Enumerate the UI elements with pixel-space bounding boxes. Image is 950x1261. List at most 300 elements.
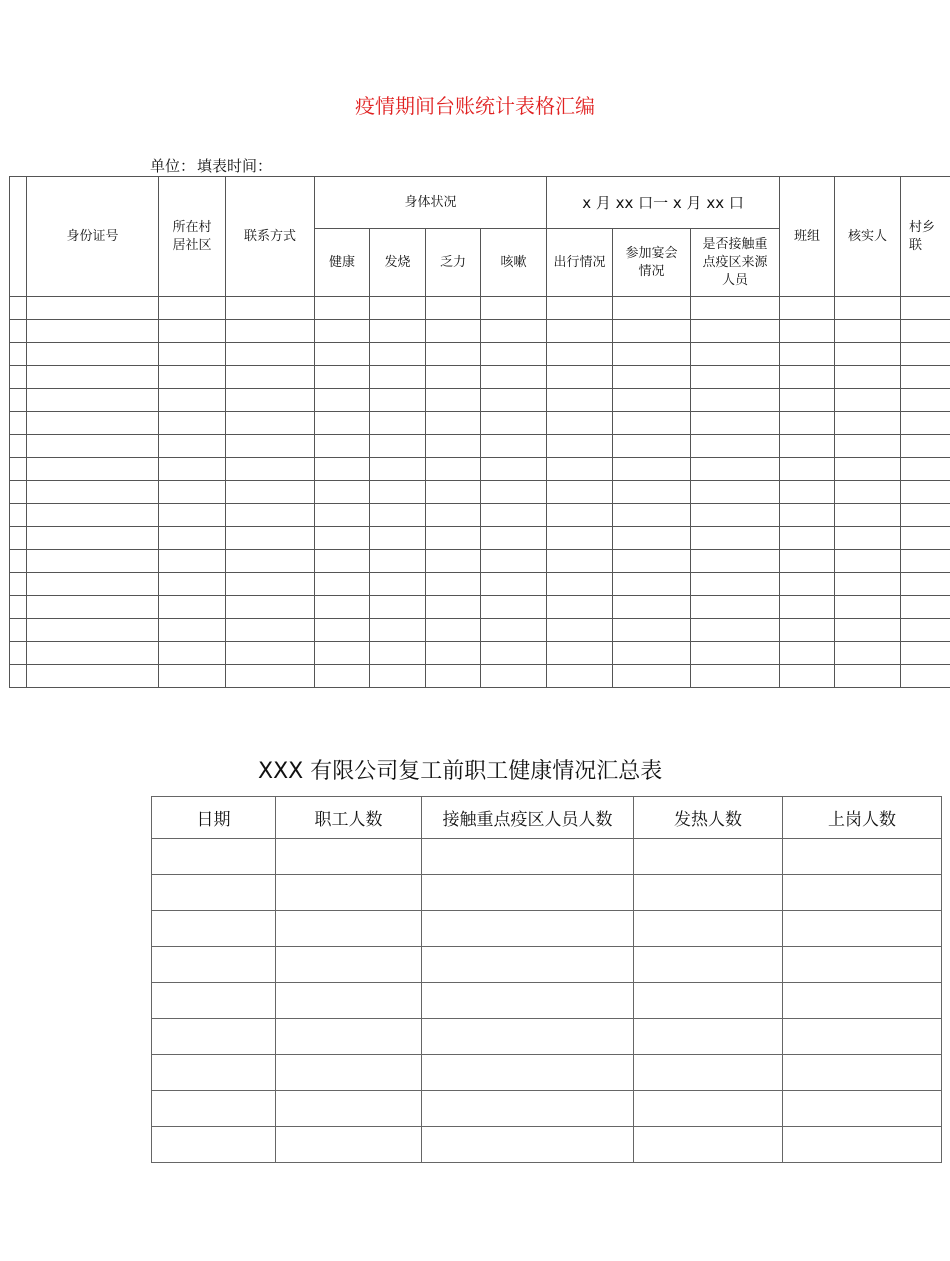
ledger-cell[interactable] [481, 366, 547, 389]
ledger-cell[interactable] [315, 550, 370, 573]
ledger-cell[interactable] [370, 619, 426, 642]
header-id-number: 身份证号 [27, 177, 159, 297]
ledger-cell[interactable] [481, 527, 547, 550]
ledger-cell[interactable] [159, 458, 226, 481]
ledger-cell[interactable] [481, 412, 547, 435]
ledger-cell[interactable] [780, 596, 835, 619]
ledger-cell[interactable] [370, 527, 426, 550]
ledger-cell[interactable] [780, 412, 835, 435]
ledger-cell[interactable] [159, 366, 226, 389]
ledger-cell[interactable] [27, 642, 159, 665]
ledger-cell[interactable] [547, 297, 613, 320]
summary-cell[interactable] [152, 947, 276, 983]
ledger-cell[interactable] [10, 366, 27, 389]
ledger-cell[interactable] [426, 481, 481, 504]
ledger-cell[interactable] [10, 573, 27, 596]
summary-cell[interactable] [783, 875, 942, 911]
ledger-cell[interactable] [547, 481, 613, 504]
ledger-cell[interactable] [226, 573, 315, 596]
ledger-cell[interactable] [370, 665, 426, 688]
ledger-cell[interactable] [547, 642, 613, 665]
ledger-cell[interactable] [315, 573, 370, 596]
ledger-cell[interactable] [481, 573, 547, 596]
ledger-cell[interactable] [691, 297, 780, 320]
ledger-cell[interactable] [691, 458, 780, 481]
ledger-cell[interactable] [835, 573, 901, 596]
ledger-cell[interactable] [27, 527, 159, 550]
ledger-cell[interactable] [613, 366, 691, 389]
ledger-cell[interactable] [315, 297, 370, 320]
ledger-cell[interactable] [27, 504, 159, 527]
header-verifier: 核实人 [835, 177, 901, 297]
ledger-cell[interactable] [691, 550, 780, 573]
ledger-cell[interactable] [426, 573, 481, 596]
summary-cell[interactable] [634, 1127, 783, 1163]
ledger-cell[interactable] [27, 389, 159, 412]
ledger-cell[interactable] [27, 458, 159, 481]
ledger-cell[interactable] [901, 573, 950, 596]
ledger-cell[interactable] [547, 343, 613, 366]
ledger-cell[interactable] [901, 366, 950, 389]
ledger-cell[interactable] [613, 343, 691, 366]
ledger-cell[interactable] [481, 297, 547, 320]
ledger-cell[interactable] [159, 504, 226, 527]
ledger-cell[interactable] [547, 458, 613, 481]
ledger-cell[interactable] [835, 343, 901, 366]
header-fatigue: 乏力 [426, 229, 481, 297]
ledger-cell[interactable] [613, 297, 691, 320]
summary-cell[interactable] [276, 1127, 422, 1163]
ledger-cell[interactable] [613, 665, 691, 688]
ledger-cell[interactable] [27, 297, 159, 320]
ledger-cell[interactable] [10, 412, 27, 435]
header-date-range-group: x 月 xx 口一 x 月 xx 口 [547, 177, 780, 229]
ledger-cell[interactable] [613, 642, 691, 665]
ledger-cell[interactable] [835, 320, 901, 343]
ledger-cell[interactable] [10, 435, 27, 458]
summary-cell[interactable] [152, 1091, 276, 1127]
ledger-cell[interactable] [315, 619, 370, 642]
ledger-cell[interactable] [481, 619, 547, 642]
ledger-cell[interactable] [10, 550, 27, 573]
ledger-cell[interactable] [547, 573, 613, 596]
ledger-cell[interactable] [547, 435, 613, 458]
summary-cell[interactable] [634, 1091, 783, 1127]
ledger-cell[interactable] [226, 458, 315, 481]
ledger-cell[interactable] [691, 596, 780, 619]
ledger-cell[interactable] [547, 596, 613, 619]
ledger-cell[interactable] [159, 343, 226, 366]
ledger-cell[interactable] [315, 389, 370, 412]
ledger-cell[interactable] [901, 343, 950, 366]
summary-cell[interactable] [152, 1055, 276, 1091]
summary-row [152, 839, 942, 875]
ledger-cell[interactable] [27, 320, 159, 343]
ledger-cell[interactable] [835, 527, 901, 550]
ledger-cell[interactable] [426, 642, 481, 665]
ledger-cell[interactable] [426, 596, 481, 619]
ledger-cell[interactable] [547, 550, 613, 573]
ledger-cell[interactable] [835, 642, 901, 665]
summary-cell[interactable] [783, 983, 942, 1019]
ledger-cell[interactable] [780, 504, 835, 527]
ledger-cell[interactable] [370, 343, 426, 366]
ledger-cell[interactable] [10, 527, 27, 550]
ledger-cell[interactable] [835, 412, 901, 435]
ledger-cell[interactable] [547, 527, 613, 550]
ledger-cell[interactable] [315, 458, 370, 481]
ledger-cell[interactable] [481, 550, 547, 573]
ledger-cell[interactable] [780, 389, 835, 412]
ledger-cell[interactable] [370, 550, 426, 573]
header-banquet: 参加宴会 情况 [613, 229, 691, 297]
ledger-cell[interactable] [691, 573, 780, 596]
ledger-cell[interactable] [426, 297, 481, 320]
summary-cell[interactable] [276, 839, 422, 875]
ledger-cell[interactable] [10, 320, 27, 343]
ledger-cell[interactable] [835, 481, 901, 504]
summary-cell[interactable] [422, 1091, 634, 1127]
ledger-cell[interactable] [370, 458, 426, 481]
summary-cell[interactable] [152, 1127, 276, 1163]
ledger-cell[interactable] [691, 619, 780, 642]
ledger-cell[interactable] [613, 458, 691, 481]
summary-header-fever-count: 发热人数 [634, 797, 783, 839]
ledger-cell[interactable] [835, 366, 901, 389]
ledger-cell[interactable] [226, 619, 315, 642]
ledger-cell[interactable] [901, 458, 950, 481]
ledger-cell[interactable] [835, 458, 901, 481]
ledger-cell[interactable] [780, 343, 835, 366]
ledger-cell[interactable] [547, 412, 613, 435]
ledger-cell[interactable] [315, 504, 370, 527]
summary-cell[interactable] [422, 1055, 634, 1091]
summary-cell[interactable] [783, 947, 942, 983]
ledger-cell[interactable] [159, 596, 226, 619]
ledger-cell[interactable] [901, 481, 950, 504]
ledger-cell[interactable] [226, 527, 315, 550]
ledger-cell[interactable] [10, 343, 27, 366]
ledger-cell[interactable] [780, 297, 835, 320]
ledger-cell[interactable] [27, 481, 159, 504]
ledger-cell[interactable] [426, 527, 481, 550]
summary-cell[interactable] [152, 911, 276, 947]
ledger-cell[interactable] [780, 550, 835, 573]
ledger-cell[interactable] [226, 297, 315, 320]
ledger-cell[interactable] [315, 665, 370, 688]
ledger-cell[interactable] [10, 458, 27, 481]
ledger-cell[interactable] [370, 435, 426, 458]
ledger-cell[interactable] [691, 389, 780, 412]
ledger-cell[interactable] [10, 665, 27, 688]
summary-cell[interactable] [276, 1019, 422, 1055]
ledger-cell[interactable] [426, 320, 481, 343]
ledger-cell[interactable] [27, 366, 159, 389]
ledger-cell[interactable] [613, 619, 691, 642]
ledger-cell[interactable] [547, 389, 613, 412]
ledger-cell[interactable] [780, 665, 835, 688]
ledger-cell[interactable] [27, 550, 159, 573]
ledger-cell[interactable] [901, 550, 950, 573]
ledger-cell[interactable] [226, 320, 315, 343]
ledger-cell[interactable] [901, 504, 950, 527]
ledger-cell[interactable] [159, 619, 226, 642]
ledger-cell[interactable] [226, 665, 315, 688]
ledger-cell[interactable] [159, 642, 226, 665]
ledger-cell[interactable] [835, 550, 901, 573]
ledger-cell[interactable] [226, 481, 315, 504]
summary-cell[interactable] [276, 1055, 422, 1091]
ledger-cell[interactable] [426, 366, 481, 389]
ledger-row [10, 412, 950, 435]
ledger-row [10, 481, 950, 504]
ledger-cell[interactable] [547, 665, 613, 688]
summary-cell[interactable] [783, 1019, 942, 1055]
ledger-cell[interactable] [27, 665, 159, 688]
ledger-cell[interactable] [547, 619, 613, 642]
summary-cell[interactable] [422, 1019, 634, 1055]
ledger-cell[interactable] [159, 550, 226, 573]
ledger-cell[interactable] [481, 458, 547, 481]
ledger-cell[interactable] [426, 550, 481, 573]
ledger-cell[interactable] [315, 435, 370, 458]
summary-cell[interactable] [152, 875, 276, 911]
ledger-cell[interactable] [691, 412, 780, 435]
ledger-row [10, 550, 950, 573]
ledger-cell[interactable] [691, 481, 780, 504]
ledger-cell[interactable] [481, 504, 547, 527]
ledger-cell[interactable] [370, 596, 426, 619]
ledger-cell[interactable] [159, 481, 226, 504]
ledger-cell[interactable] [691, 366, 780, 389]
ledger-cell[interactable] [27, 596, 159, 619]
ledger-cell[interactable] [10, 504, 27, 527]
ledger-cell[interactable] [370, 366, 426, 389]
summary-cell[interactable] [634, 983, 783, 1019]
ledger-cell[interactable] [613, 435, 691, 458]
summary-cell[interactable] [276, 947, 422, 983]
ledger-cell[interactable] [315, 642, 370, 665]
ledger-cell[interactable] [426, 619, 481, 642]
ledger-cell[interactable] [226, 596, 315, 619]
ledger-cell[interactable] [315, 366, 370, 389]
ledger-cell[interactable] [315, 343, 370, 366]
ledger-cell[interactable] [547, 504, 613, 527]
ledger-cell[interactable] [426, 665, 481, 688]
ledger-cell[interactable] [835, 619, 901, 642]
summary-cell[interactable] [276, 875, 422, 911]
ledger-cell[interactable] [835, 389, 901, 412]
ledger-cell[interactable] [691, 435, 780, 458]
ledger-cell[interactable] [691, 343, 780, 366]
ledger-cell[interactable] [426, 343, 481, 366]
ledger-cell[interactable] [901, 619, 950, 642]
ledger-cell[interactable] [481, 642, 547, 665]
summary-cell[interactable] [422, 911, 634, 947]
ledger-cell[interactable] [27, 435, 159, 458]
ledger-cell[interactable] [613, 573, 691, 596]
ledger-cell[interactable] [10, 642, 27, 665]
ledger-cell[interactable] [481, 343, 547, 366]
ledger-cell[interactable] [10, 481, 27, 504]
ledger-cell[interactable] [547, 320, 613, 343]
ledger-cell[interactable] [159, 435, 226, 458]
summary-cell[interactable] [422, 947, 634, 983]
ledger-cell[interactable] [613, 504, 691, 527]
ledger-cell[interactable] [780, 481, 835, 504]
ledger-cell[interactable] [159, 527, 226, 550]
ledger-cell[interactable] [370, 642, 426, 665]
ledger-cell[interactable] [780, 527, 835, 550]
ledger-cell[interactable] [370, 573, 426, 596]
ledger-cell[interactable] [780, 435, 835, 458]
ledger-cell[interactable] [226, 389, 315, 412]
ledger-cell[interactable] [27, 573, 159, 596]
ledger-cell[interactable] [613, 389, 691, 412]
summary-cell[interactable] [422, 875, 634, 911]
summary-cell[interactable] [783, 1091, 942, 1127]
ledger-cell[interactable] [226, 435, 315, 458]
ledger-cell[interactable] [315, 412, 370, 435]
ledger-cell[interactable] [613, 481, 691, 504]
summary-cell[interactable] [634, 911, 783, 947]
ledger-cell[interactable] [159, 665, 226, 688]
summary-cell[interactable] [422, 1127, 634, 1163]
ledger-cell[interactable] [481, 320, 547, 343]
ledger-cell[interactable] [315, 596, 370, 619]
ledger-cell[interactable] [901, 596, 950, 619]
ledger-cell[interactable] [835, 504, 901, 527]
ledger-cell[interactable] [10, 389, 27, 412]
ledger-cell[interactable] [481, 596, 547, 619]
summary-cell[interactable] [152, 839, 276, 875]
ledger-cell[interactable] [613, 412, 691, 435]
ledger-cell[interactable] [370, 412, 426, 435]
ledger-cell[interactable] [901, 389, 950, 412]
ledger-cell[interactable] [159, 573, 226, 596]
summary-cell[interactable] [152, 1019, 276, 1055]
ledger-cell[interactable] [27, 619, 159, 642]
ledger-cell[interactable] [835, 297, 901, 320]
summary-cell[interactable] [783, 1055, 942, 1091]
ledger-cell[interactable] [547, 366, 613, 389]
ledger-cell[interactable] [780, 619, 835, 642]
ledger-cell[interactable] [370, 504, 426, 527]
ledger-cell[interactable] [315, 320, 370, 343]
ledger-cell[interactable] [613, 320, 691, 343]
ledger-cell[interactable] [226, 343, 315, 366]
ledger-cell[interactable] [226, 642, 315, 665]
header-contact-key-area: 是否接触重 点疫区来源 人员 [691, 229, 780, 297]
ledger-cell[interactable] [901, 297, 950, 320]
ledger-cell[interactable] [613, 527, 691, 550]
ledger-cell[interactable] [10, 619, 27, 642]
summary-cell[interactable] [422, 839, 634, 875]
ledger-cell[interactable] [901, 665, 950, 688]
ledger-row [10, 366, 950, 389]
summary-title: XXX 有限公司复工前职工健康情况汇总表 [258, 759, 663, 784]
ledger-cell[interactable] [481, 389, 547, 412]
header-physical-group: 身体状况 [315, 177, 547, 229]
ledger-cell[interactable] [780, 642, 835, 665]
ledger-cell[interactable] [10, 297, 27, 320]
ledger-cell[interactable] [835, 596, 901, 619]
ledger-cell[interactable] [226, 366, 315, 389]
ledger-cell[interactable] [426, 504, 481, 527]
ledger-cell[interactable] [691, 504, 780, 527]
summary-cell[interactable] [783, 911, 942, 947]
ledger-cell[interactable] [780, 458, 835, 481]
ledger-cell[interactable] [426, 412, 481, 435]
ledger-cell[interactable] [613, 596, 691, 619]
ledger-cell[interactable] [370, 297, 426, 320]
header-contact: 联系方式 [226, 177, 315, 297]
summary-cell[interactable] [634, 947, 783, 983]
ledger-cell[interactable] [159, 412, 226, 435]
summary-cell[interactable] [276, 1091, 422, 1127]
ledger-cell[interactable] [370, 481, 426, 504]
ledger-cell[interactable] [613, 550, 691, 573]
ledger-cell[interactable] [10, 596, 27, 619]
ledger-cell[interactable] [159, 389, 226, 412]
ledger-row [10, 458, 950, 481]
ledger-cell[interactable] [226, 550, 315, 573]
summary-cell[interactable] [276, 983, 422, 1019]
ledger-cell[interactable] [691, 527, 780, 550]
summary-cell[interactable] [634, 1019, 783, 1055]
ledger-cell[interactable] [691, 642, 780, 665]
ledger-cell[interactable] [159, 297, 226, 320]
ledger-cell[interactable] [426, 389, 481, 412]
ledger-cell[interactable] [226, 412, 315, 435]
ledger-cell[interactable] [691, 665, 780, 688]
ledger-cell[interactable] [901, 412, 950, 435]
summary-cell[interactable] [152, 983, 276, 1019]
ledger-cell[interactable] [901, 435, 950, 458]
summary-row [152, 1019, 942, 1055]
ledger-cell[interactable] [481, 435, 547, 458]
summary-cell[interactable] [783, 1127, 942, 1163]
ledger-cell[interactable] [780, 573, 835, 596]
ledger-cell[interactable] [27, 343, 159, 366]
ledger-cell[interactable] [426, 458, 481, 481]
ledger-cell[interactable] [780, 366, 835, 389]
ledger-cell[interactable] [835, 435, 901, 458]
summary-cell[interactable] [422, 983, 634, 1019]
ledger-cell[interactable] [159, 320, 226, 343]
ledger-cell[interactable] [901, 320, 950, 343]
ledger-cell[interactable] [691, 320, 780, 343]
summary-cell[interactable] [634, 1055, 783, 1091]
ledger-cell[interactable] [835, 665, 901, 688]
ledger-cell[interactable] [315, 527, 370, 550]
ledger-cell[interactable] [370, 389, 426, 412]
ledger-cell[interactable] [370, 320, 426, 343]
ledger-cell[interactable] [901, 642, 950, 665]
ledger-cell[interactable] [481, 481, 547, 504]
ledger-cell[interactable] [315, 481, 370, 504]
ledger-cell[interactable] [481, 665, 547, 688]
summary-cell[interactable] [276, 911, 422, 947]
ledger-cell[interactable] [426, 435, 481, 458]
summary-cell[interactable] [634, 875, 783, 911]
ledger-cell[interactable] [901, 527, 950, 550]
ledger-cell[interactable] [27, 412, 159, 435]
summary-cell[interactable] [783, 839, 942, 875]
ledger-cell[interactable] [226, 504, 315, 527]
ledger-cell[interactable] [780, 320, 835, 343]
summary-cell[interactable] [634, 839, 783, 875]
